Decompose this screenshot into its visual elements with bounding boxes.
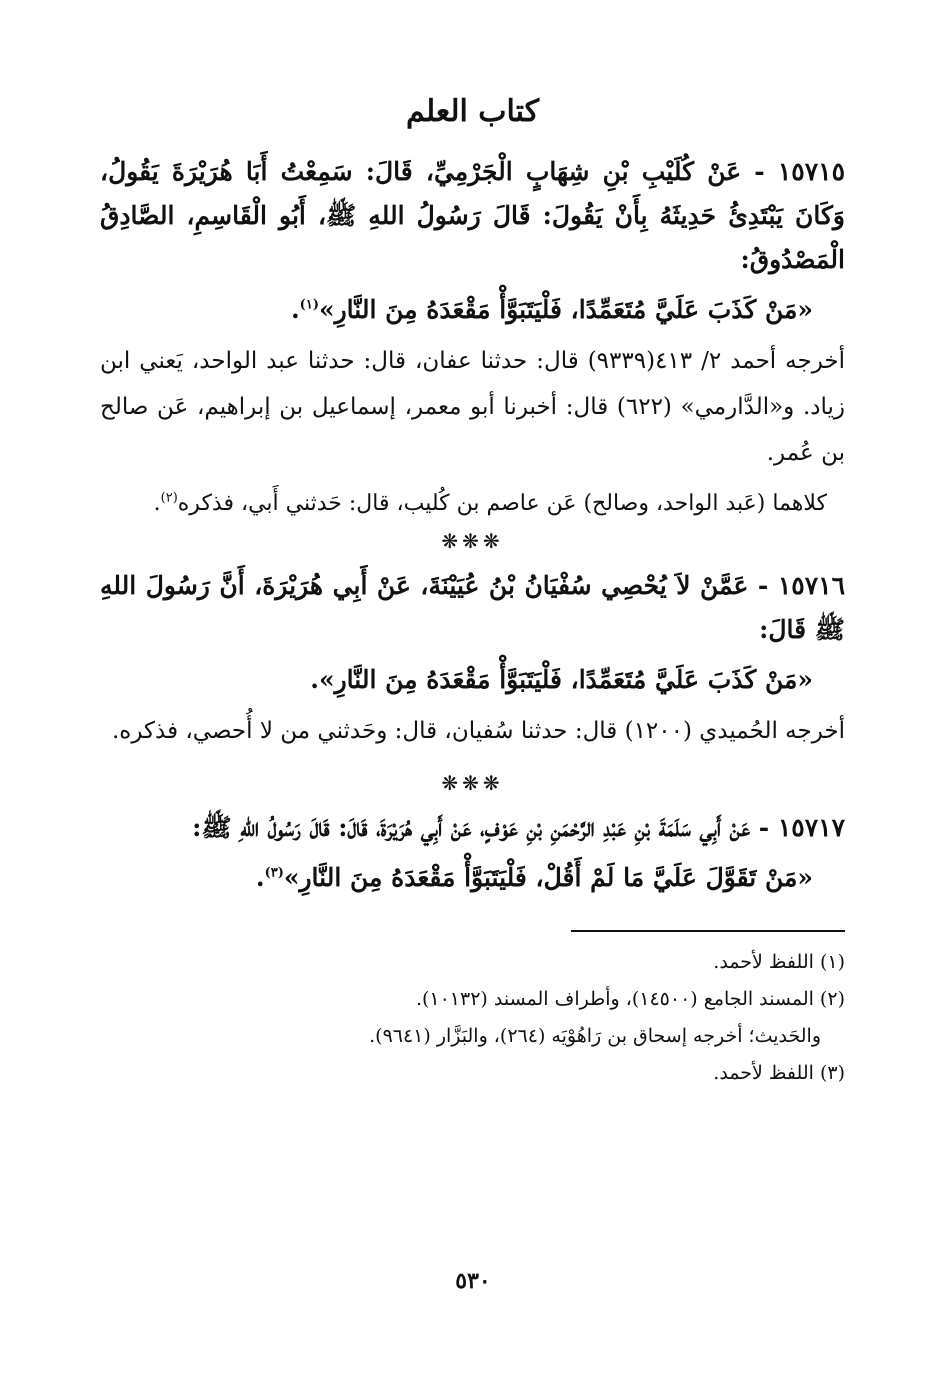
hadith-text <box>100 150 845 282</box>
section-separator: ❋❋❋ <box>441 529 504 553</box>
hadith-entry <box>100 806 845 900</box>
hadith-quote: «مَنْ كَذَبَ عَلَيَّ مُتَعَمِّدًا، فَلْيَتَبَوَّأْ مَقْعَدَهُ مِنَ النَّارِ». <box>310 665 813 694</box>
hadith-body: - عَمَّنْ لاَ يُحْصِي سُفْيَانُ بْنُ عُيَيْنَةَ، عَنْ أَبِي هُرَيْرَةَ، أَنَّ رَسُولَ اللهِ ﷺ قَالَ: <box>100 571 845 644</box>
hadith-text <box>100 564 845 652</box>
page-body <box>100 92 845 1092</box>
hadith-number: ١٥٧١٦ <box>777 571 845 600</box>
takhrij-text: أخرجه الحُميدي (١٢٠٠) قال: حدثنا سُفيان، قال: وحَدثني من لا أُحصي، فذكره. <box>112 718 845 744</box>
footnote: (١) اللفظ لأحمد. <box>713 951 845 973</box>
footnote-ref: (١) <box>299 297 319 313</box>
hadith-text <box>100 806 845 850</box>
footnote: (٣) اللفظ لأحمد. <box>713 1062 845 1084</box>
takhrij-text: أخرجه أحمد ٢/ ٤١٣(٩٣٣٩) قال: حدثنا عفان، قال: حدثنا عبد الواحد، يَعني ابن زياد. و«الدَّارمي» (٦٢٢) قال: أخبرنا أبو معمر، إسماعيل بن إبراهيم، عَن صالح بن عُمر. <box>100 348 846 466</box>
footnote-ref: (٢) <box>160 490 178 506</box>
hadith-number: ١٥٧١٥ <box>777 157 845 186</box>
quote-end: . <box>255 863 265 892</box>
hadith-entry <box>100 150 845 524</box>
footnote-ref: (٣) <box>264 865 284 881</box>
hadith-body: - عَنْ كُلَيْبِ بْنِ شِهَابٍ الْجَرْمِيِّ، قَالَ: سَمِعْتُ أَبَا هُرَيْرَةَ يَقُولُ، وَكَانَ يَبْتَدِئُ حَدِيثَهُ بِأَنْ يَقُولَ: قَالَ رَسُولُ اللهِ ﷺ، أَبُو الْقَاسِمِ، الصَّادِقُ الْمَصْدُوقُ: <box>100 157 845 274</box>
section-separator: ❋❋❋ <box>441 771 504 795</box>
chain-summary <box>100 484 827 524</box>
hadith-entry <box>100 564 845 754</box>
hadith-quote <box>100 288 813 332</box>
quote-text: «مَنْ كَذَبَ عَلَيَّ مُتَعَمِّدًا، فَلْيَتَبَوَّأْ مَقْعَدَهُ مِنَ النَّارِ» <box>318 295 813 324</box>
quote-end: . <box>290 295 300 324</box>
hadith-quote <box>100 856 813 900</box>
page-title: كتاب العلم <box>405 94 539 129</box>
hadith-number: ١٥٧١٧ <box>777 813 845 842</box>
footnote: (٢) المسند الجامع (١٤٥٠٠)، وأطراف المسند (١٠١٣٢). <box>415 988 845 1010</box>
quote-text: «مَنْ تَقَوَّلَ عَلَيَّ مَا لَمْ أَقُلْ، فَلْيَتَبَوَّأْ مَقْعَدَهُ مِنَ النَّارِ» <box>283 863 813 892</box>
hadith-body: - عَنْ أَبِي سَلَمَةَ بْنِ عَبْدِ الرَّحْمَنِ بْنِ عَوْفٍ، عَنْ أَبِي هُرَيْرَةَ، قَالَ: قَالَ رَسُولُ اللهِ ﷺ: <box>192 813 770 842</box>
chain-end: . <box>153 491 161 516</box>
footnote-continuation: والحَديث؛ أخرجه إسحاق بن رَاهُوْيَه (٢٦٤)، والبَزَّار (٩٦٤١). <box>369 1025 821 1047</box>
footnote-divider <box>571 930 845 932</box>
footnotes <box>100 944 845 1092</box>
page-number: ٥٣٠ <box>455 1268 491 1294</box>
chain-text: كلاهما (عَبد الواحد، وصالح) عَن عاصم بن كُليب، قال: حَدثني أَبي، فذكره <box>177 491 827 516</box>
